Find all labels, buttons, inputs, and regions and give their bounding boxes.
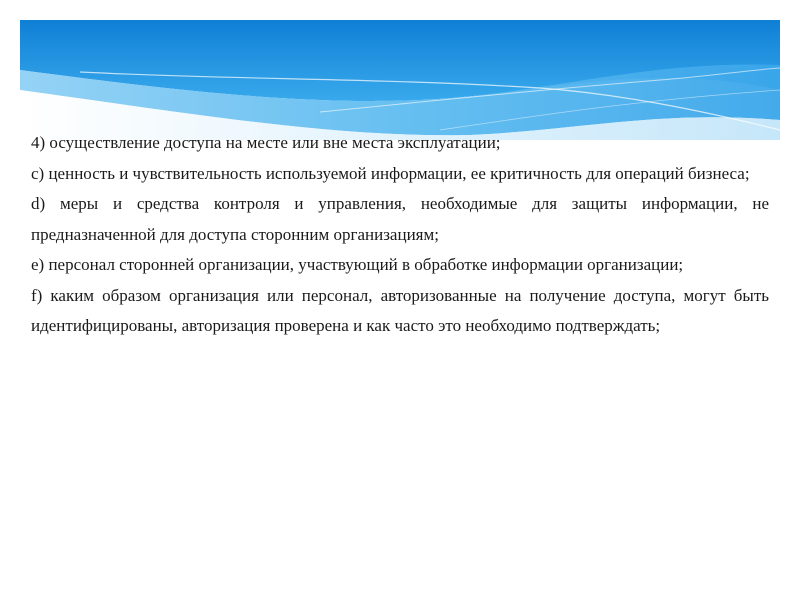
- body-text: [31, 128, 769, 342]
- paragraph-e: e) персонал сторонней организации, участвующий в обработке информации организации;: [31, 255, 684, 274]
- paragraph-4: 4) осуществление доступа на месте или вне места эксплуатации;: [31, 133, 501, 152]
- header-wave-decoration: [20, 20, 780, 140]
- paragraph-d: d) меры и средства контроля и управления, необходимые для защиты информации, не предназначенной для доступа сторонним организациям;: [31, 194, 769, 244]
- paragraph-f: f) каким образом организация или персонал, авторизованные на получение доступа, могут быть идентифицированы, авторизация проверена и как часто это необходимо подтверждать;: [31, 285, 769, 335]
- paragraph-c: c) ценность и чувствительность используемой информации, ее критичность для операций бизнеса;: [31, 163, 750, 183]
